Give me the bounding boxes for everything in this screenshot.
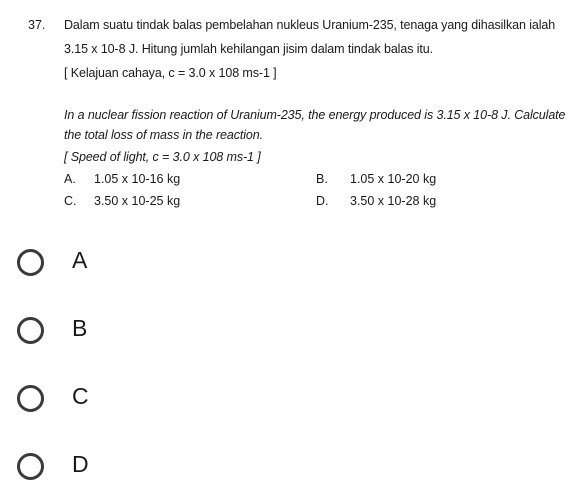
radio-a-button[interactable] <box>17 249 44 276</box>
question-english-line-1: In a nuclear fission reaction of Uranium-235, the energy produced is 3.15 x 10-8 J. Calculate <box>64 108 566 122</box>
radio-c-button[interactable] <box>17 385 44 412</box>
question-image <box>0 0 585 225</box>
radio-b-button[interactable] <box>17 317 44 344</box>
option-b-letter: B. <box>316 172 328 186</box>
option-a-value: 1.05 x 10-16 kg <box>94 172 181 186</box>
question-malay-line-1: Dalam suatu tindak balas pembelahan nukleus Uranium-235, tenaga yang dihasilkan ialah <box>64 18 556 32</box>
radio-d-button[interactable] <box>17 453 44 480</box>
question-malay-line-3: [ Kelajuan cahaya, c = 3.0 x 108 ms-1 ] <box>64 66 277 80</box>
choice-c[interactable] <box>0 376 200 426</box>
question-english-line-3: [ Speed of light, c = 3.0 x 108 ms-1 ] <box>64 150 261 164</box>
option-c-value: 3.50 x 10-25 kg <box>94 194 181 208</box>
choice-d-label[interactable]: D <box>72 451 89 477</box>
question-english-line-2: the total loss of mass in the reaction. <box>64 128 263 142</box>
question-malay-line-2: 3.15 x 10-8 J. Hitung jumlah kehilangan jisim dalam tindak balas itu. <box>64 42 433 56</box>
option-a-letter: A. <box>64 172 76 186</box>
option-b-value: 1.05 x 10-20 kg <box>350 172 437 186</box>
choice-c-label[interactable]: C <box>72 383 89 409</box>
option-c-letter: C. <box>64 194 77 208</box>
choice-a[interactable] <box>0 240 200 290</box>
option-d-letter: D. <box>316 194 329 208</box>
option-d-value: 3.50 x 10-28 kg <box>350 194 437 208</box>
choice-d[interactable] <box>0 444 200 494</box>
choice-b-label[interactable]: B <box>72 315 88 341</box>
question-number: 37. <box>28 18 46 32</box>
choice-b[interactable] <box>0 308 200 358</box>
choice-a-label[interactable]: A <box>72 247 88 273</box>
